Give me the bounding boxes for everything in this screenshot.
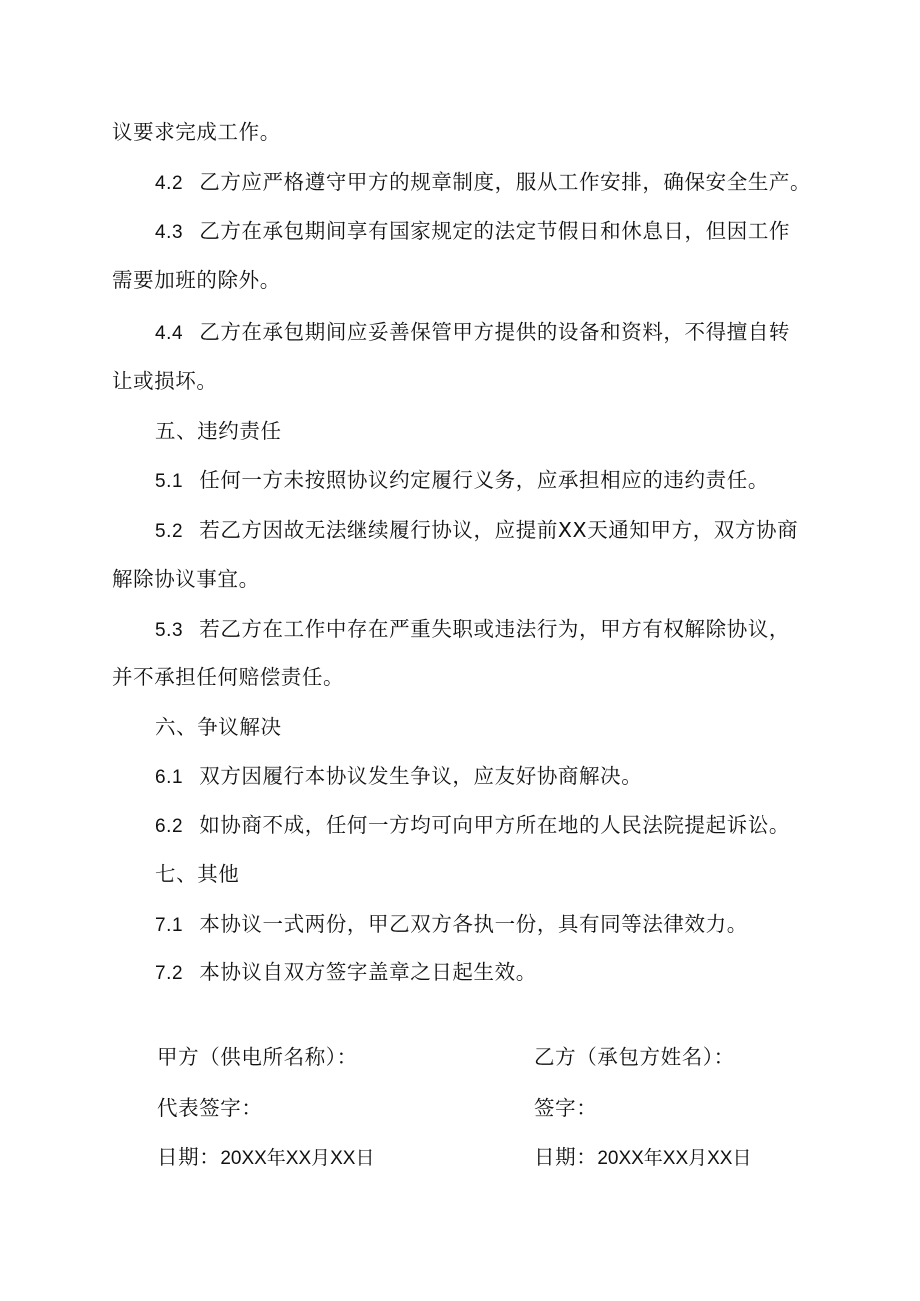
- party-b-name-label: 乙方（承包方姓名）：: [534, 1045, 735, 1069]
- party-a-date: [157, 1143, 374, 1173]
- clause-4-3: [155, 217, 790, 247]
- party-a-date-value: 20XX年XX月XX日: [220, 1148, 375, 1169]
- clause-text: 让或损坏。: [112, 369, 218, 393]
- clause-7-2: [155, 958, 537, 988]
- party-b-date-label: 日期：: [534, 1145, 598, 1169]
- clause-text: 若乙方在工作中存在严重失职或违法行为，甲方有权解除协议，: [199, 617, 791, 641]
- clause-text: 双方因履行本协议发生争议，应友好协商解决。: [199, 764, 643, 788]
- clause-4-3-continuation: [112, 266, 281, 294]
- clause-6-1: [155, 762, 642, 792]
- clause-text: 乙方应严格遵守甲方的规章制度，服从工作安排，确保安全生产。: [199, 170, 812, 194]
- party-a-date-label: 日期：: [157, 1145, 221, 1169]
- clause-text: 任何一方未按照协议约定履行义务，应承担相应的违约责任。: [199, 468, 769, 492]
- clause-7-1: [155, 910, 748, 940]
- clause-number: 7.2: [155, 963, 184, 984]
- party-a-name-label: 甲方（供电所名称）：: [157, 1045, 358, 1069]
- party-b-signature: [534, 1094, 597, 1122]
- clause-4-4-continuation: [112, 367, 218, 395]
- clause-5-3-continuation: [112, 663, 344, 691]
- clause-number: 5.1: [155, 471, 184, 492]
- party-b-name: [534, 1043, 735, 1071]
- clause-text: 本协议自双方签字盖章之日起生效。: [199, 960, 537, 984]
- clause-number: 4.3: [155, 222, 184, 243]
- section-heading-5: [155, 417, 282, 445]
- section-heading: 六、争议解决: [155, 715, 282, 739]
- section-heading: 七、其他: [155, 862, 240, 886]
- section-heading-6: [155, 713, 282, 741]
- section-heading-7: [155, 860, 239, 888]
- paragraph-continuation: [112, 118, 281, 146]
- paragraph-text: 议要求完成工作。: [112, 120, 281, 144]
- clause-text: 乙方在承包期间享有国家规定的法定节假日和休息日，但因工作: [199, 219, 791, 243]
- clause-6-2: [155, 811, 790, 841]
- clause-5-1: [155, 466, 769, 496]
- clause-text: 解除协议事宜。: [112, 567, 260, 591]
- party-b-date: [534, 1143, 751, 1173]
- party-b-signature-label: 签字：: [534, 1096, 598, 1120]
- clause-number: 6.2: [155, 816, 184, 837]
- clause-4-4: [155, 318, 790, 348]
- party-a-signature-label: 代表签字：: [157, 1096, 263, 1120]
- clause-text: 并不承担任何赔偿责任。: [112, 665, 345, 689]
- clause-text: 如协商不成，任何一方均可向甲方所在地的人民法院提起诉讼。: [199, 813, 791, 837]
- clause-4-2: [155, 168, 811, 198]
- clause-5-2-continuation: [112, 565, 260, 593]
- party-b-date-value: 20XX年XX月XX日: [597, 1148, 752, 1169]
- clause-text: 本协议一式两份，甲乙双方各执一份，具有同等法律效力。: [199, 912, 748, 936]
- clause-number: 4.4: [155, 323, 184, 344]
- clause-5-3: [155, 615, 790, 645]
- party-a-name: [157, 1043, 358, 1071]
- clause-text: 需要加班的除外。: [112, 268, 281, 292]
- section-heading: 五、违约责任: [155, 419, 282, 443]
- party-a-signature: [157, 1094, 263, 1122]
- clause-5-2: [155, 516, 798, 546]
- clause-number: 4.2: [155, 173, 184, 194]
- clause-text: 乙方在承包期间应妥善保管甲方提供的设备和资料，不得擅自转: [199, 320, 791, 344]
- clause-number: 6.1: [155, 767, 184, 788]
- clause-number: 7.1: [155, 915, 184, 936]
- clause-text: 若乙方因故无法继续履行协议，应提前XX天通知甲方，双方协商: [199, 518, 799, 542]
- clause-number: 5.2: [155, 521, 184, 542]
- clause-number: 5.3: [155, 620, 184, 641]
